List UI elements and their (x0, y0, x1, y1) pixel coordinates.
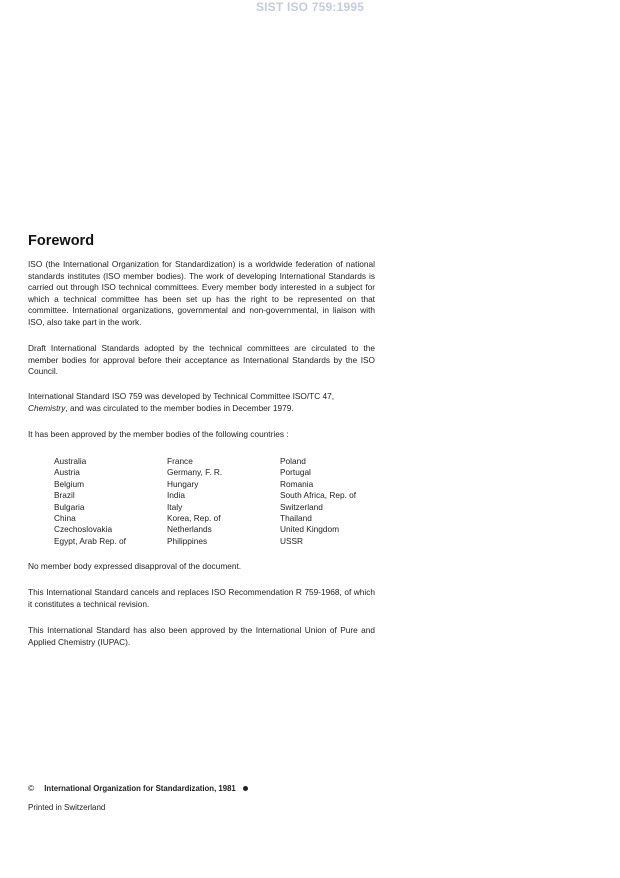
country: France (167, 456, 193, 466)
country: India (167, 490, 185, 501)
watermark: SIST ISO 759:1995 (255, 0, 365, 14)
paragraph-development (28, 391, 375, 414)
countries-table (54, 456, 394, 547)
page-title: Foreword (28, 233, 95, 249)
country: Portugal (280, 467, 311, 478)
paragraph-no-disapproval: No member body expressed disapproval of the document. (28, 561, 242, 571)
country: Korea, Rep. of (167, 513, 221, 524)
country: Italy (167, 501, 183, 512)
country: Czechoslovakia (54, 524, 113, 535)
country: United Kingdom (280, 524, 340, 535)
copyright-text: International Organization for Standardization, 1981 (44, 783, 236, 793)
country: Egypt, Arab Rep. of (54, 535, 126, 546)
countries-column-3 (280, 456, 393, 547)
countries-column-2 (167, 456, 280, 547)
paragraph-approval: It has been approved by the member bodies of the following countries : (28, 429, 289, 439)
paragraph-cancels-replaces: This International Standard cancels and replaces ISO Recommendation R 759-1968, of which it constitutes a technical revision. (28, 587, 375, 609)
country: Bulgaria (54, 501, 85, 512)
countries-column-1 (54, 456, 167, 547)
paragraph-draft-standards: Draft International Standards adopted by the technical committees are circulated to the member bodies for approval before their acceptance as International Standards by the ISO Council. (28, 343, 375, 377)
country: Austria (54, 467, 80, 478)
copyright-footer (28, 783, 248, 793)
development-text-end: , and was circulated to the member bodies in December 1979. (65, 402, 294, 413)
bullet-icon (243, 786, 248, 791)
country: Switzerland (280, 501, 323, 512)
country: Australia (54, 456, 87, 466)
country: Philippines (167, 535, 208, 546)
country: Germany, F. R. (167, 467, 223, 478)
country: Hungary (167, 478, 199, 489)
country: Netherlands (167, 524, 212, 535)
paragraph-iso-intro: ISO (the International Organization for Standardization) is a worldwide federation of national standards institutes (ISO member bodies). The work of developing International Standards is carried out through ISO technical committees. Every member body interested in a subject for which a technical committee has been set up has the right to be represented on that committee. International organizations, governmental and non-governmental, in liaison with ISO, also take part in the work. (28, 259, 375, 327)
copyright-symbol: © (28, 783, 35, 793)
country: China (54, 513, 76, 524)
country: Brazil (54, 490, 75, 501)
printed-in: Printed in Switzerland (28, 803, 106, 812)
committee-name: Chemistry (28, 402, 66, 413)
country: USSR (280, 535, 304, 546)
country: Belgium (54, 478, 84, 489)
country: Romania (280, 478, 314, 489)
country: South Africa, Rep. of (280, 490, 357, 501)
country: Poland (280, 456, 306, 466)
country: Thailand (280, 513, 312, 524)
development-text: International Standard ISO 759 was developed by Technical Committee ISO/TC 47, (28, 391, 335, 401)
paragraph-iupac: This International Standard has also been approved by the International Union of Pure and Applied Chemistry (IUPAC). (28, 625, 375, 647)
